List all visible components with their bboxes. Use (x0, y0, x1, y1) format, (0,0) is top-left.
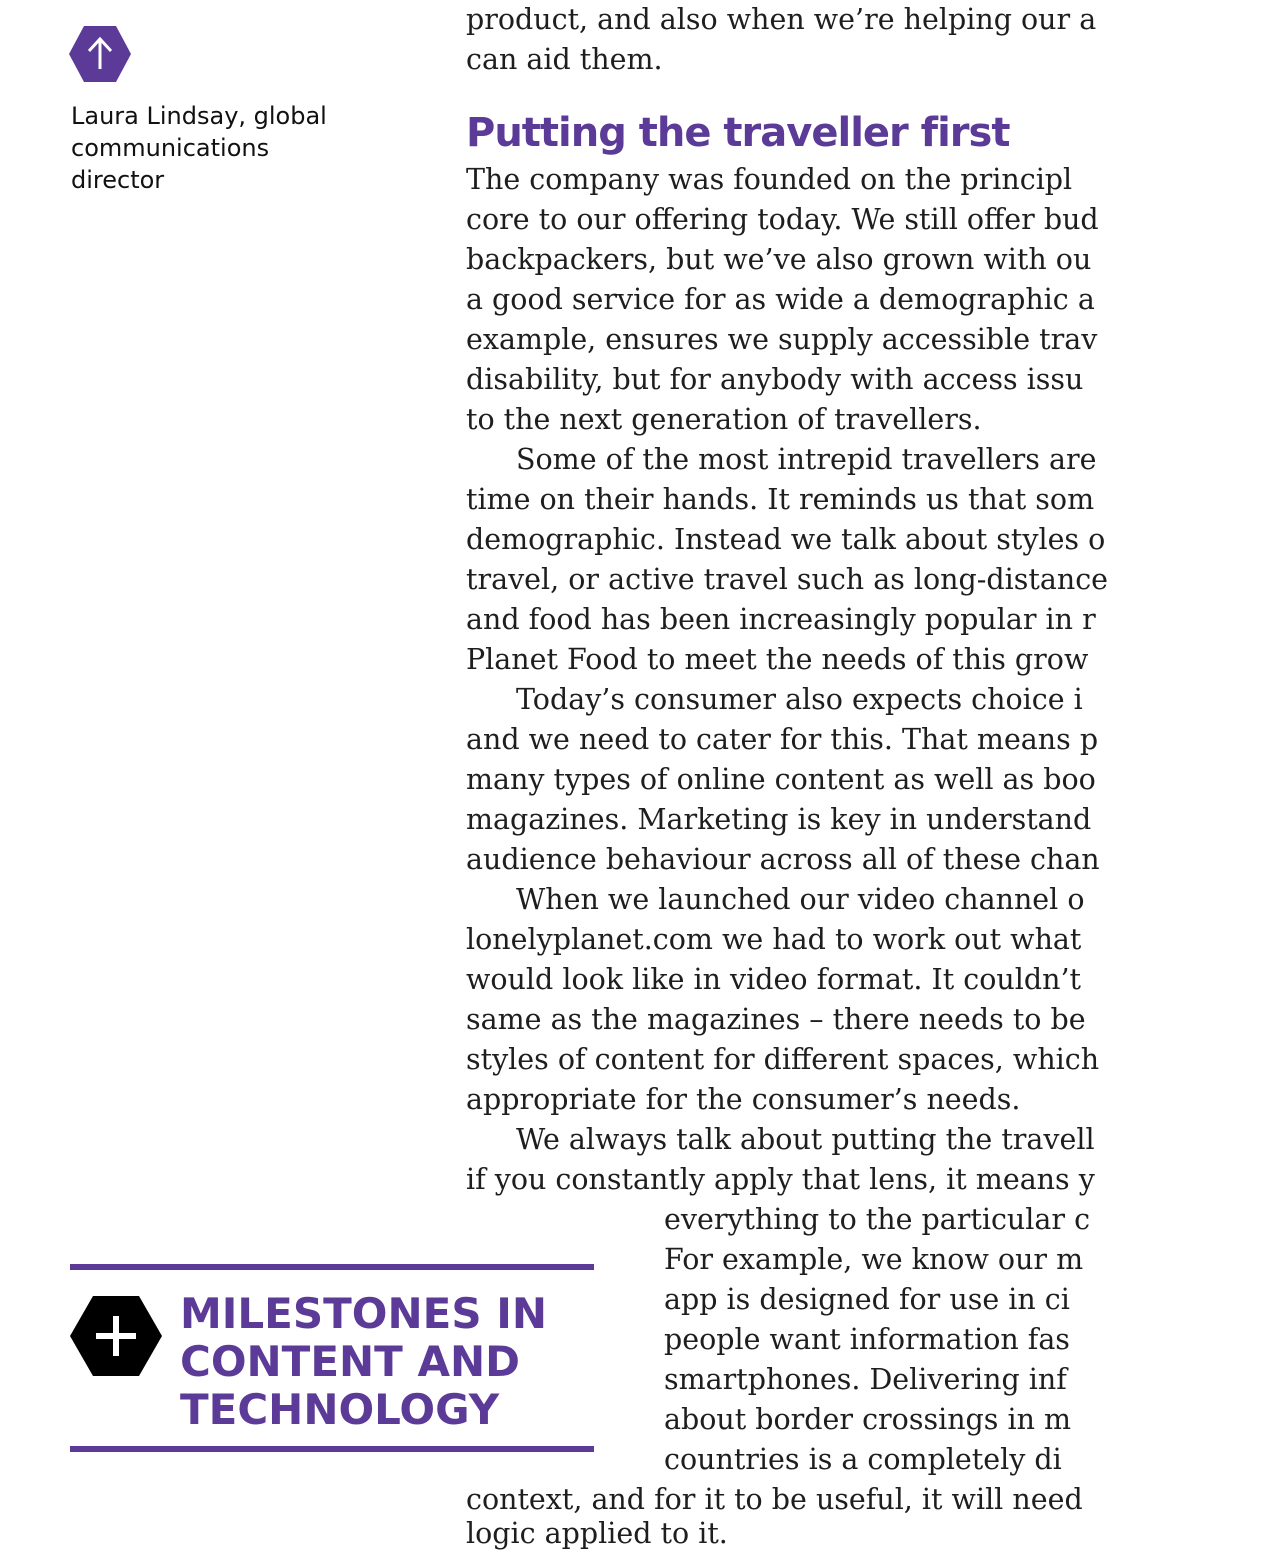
text-line: appropriate for the consumer’s needs. (466, 1083, 1021, 1116)
text-line: many types of online content as well as boo (466, 763, 1096, 796)
section-heading: Putting the traveller first (466, 110, 1010, 156)
text-line: core to our offering today. We still offer bud (466, 203, 1099, 236)
text-line: time on their hands. It reminds us that som (466, 483, 1095, 516)
text-line: When we launched our video channel o (516, 883, 1085, 916)
text-line: styles of content for different spaces, which (466, 1043, 1100, 1076)
text-line: For example, we know our m (664, 1243, 1084, 1276)
text-line: and we need to cater for this. That means p (466, 723, 1099, 756)
text-line: lonelyplanet.com we had to work out what (466, 923, 1082, 956)
text-line: product, and also when we’re helping our a (466, 3, 1097, 36)
text-line: example, ensures we supply accessible trav (466, 323, 1098, 356)
milestones-title-line: CONTENT AND (180, 1337, 520, 1386)
text-line: everything to the particular c (664, 1203, 1091, 1236)
arrow-up-icon (69, 26, 131, 82)
text-line: audience behaviour across all of these chan (466, 843, 1100, 876)
text-line: countries is a completely di (664, 1443, 1062, 1476)
text-line: backpackers, but we’ve also grown with ou (466, 243, 1092, 276)
text-line: logic applied to it. (466, 1517, 728, 1550)
text-line: a good service for as wide a demographic a (466, 283, 1095, 316)
text-line: We always talk about putting the travell (516, 1123, 1095, 1156)
text-line: app is designed for use in ci (664, 1283, 1070, 1316)
text-line: magazines. Marketing is key in understand (466, 803, 1092, 836)
text-line: The company was founded on the principl (466, 163, 1073, 196)
text-line: and food has been increasingly popular in r (466, 603, 1096, 636)
text-line: context, and for it to be useful, it will need (466, 1483, 1083, 1516)
divider-bottom (70, 1446, 594, 1452)
text-line: travel, or active travel such as long-distance (466, 563, 1109, 596)
text-line: Some of the most intrepid travellers are (516, 443, 1097, 476)
text-line: same as the magazines – there needs to be (466, 1003, 1086, 1036)
text-line: if you constantly apply that lens, it means y (466, 1163, 1095, 1196)
milestones-title-line: TECHNOLOGY (180, 1385, 500, 1434)
text-line: Today’s consumer also expects choice i (516, 683, 1083, 716)
text-line: about border crossings in m (664, 1403, 1072, 1436)
divider-top (70, 1264, 594, 1270)
text-line: demographic. Instead we talk about styles o (466, 523, 1106, 556)
text-line: smartphones. Delivering inf (664, 1363, 1067, 1396)
text-line: people want information fas (664, 1323, 1070, 1356)
plus-icon (70, 1296, 162, 1376)
text-line: would look like in video format. It couldn’t (466, 963, 1081, 996)
author-caption: Laura Lindsay, global communications director (71, 102, 327, 194)
text-line: Planet Food to meet the needs of this grow (466, 643, 1089, 676)
text-line: disability, but for anybody with access issu (466, 363, 1084, 396)
milestones-title (180, 1290, 590, 1434)
text-line: can aid them. (466, 43, 663, 76)
milestones-title-line: MILESTONES IN (180, 1289, 547, 1338)
text-line: to the next generation of travellers. (466, 403, 982, 436)
